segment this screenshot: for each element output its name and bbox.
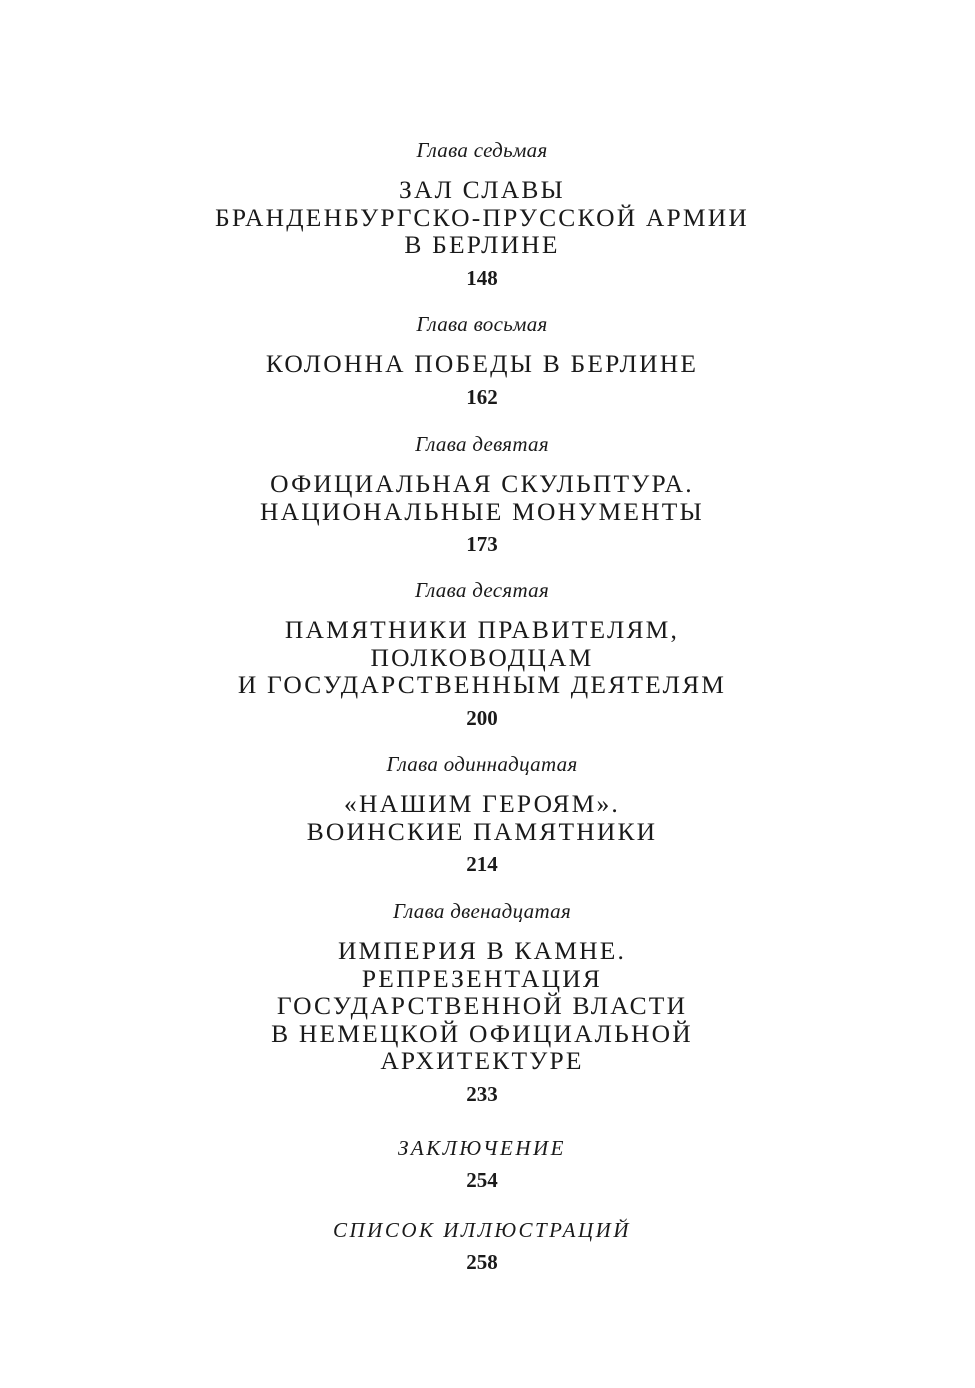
chapter-title-line: НАЦИОНАЛЬНЫЕ МОНУМЕНТЫ: [260, 496, 704, 526]
chapter-title-line: ЗАЛ СЛАВЫ: [399, 175, 565, 204]
chapter-label: Глава одиннадцатая: [386, 752, 578, 776]
chapter-label: Глава десятая: [414, 578, 550, 602]
toc-entry-illustrations[interactable]: [0, 1217, 964, 1275]
chapter-title-line: В БЕРЛИНЕ: [404, 230, 560, 259]
toc-entry-chapter-10[interactable]: [0, 577, 964, 731]
chapter-title-line: ИМПЕРИЯ В КАМНЕ.: [337, 936, 627, 965]
section-label: СПИСОК ИЛЛЮСТРАЦИЙ: [333, 1218, 631, 1242]
chapter-title-line: «НАШИМ ГЕРОЯМ».: [344, 789, 620, 818]
chapter-title: [0, 470, 964, 525]
page-number: 214: [466, 852, 498, 876]
chapter-title-line: ПАМЯТНИКИ ПРАВИТЕЛЯМ,: [284, 615, 680, 644]
chapter-label: Глава седьмая: [416, 138, 548, 162]
chapter-title: [0, 176, 964, 259]
chapter-title-line: БРАНДЕНБУРГСКО-ПРУССКОЙ АРМИИ: [215, 202, 749, 232]
chapter-title: [0, 350, 964, 378]
chapter-title-line: И ГОСУДАРСТВЕННЫМ ДЕЯТЕЛЯМ: [237, 670, 727, 699]
chapter-title-line: ГОСУДАРСТВЕННОЙ ВЛАСТИ: [276, 991, 688, 1020]
toc-entry-chapter-11[interactable]: [0, 751, 964, 877]
chapter-title-line: РЕПРЕЗЕНТАЦИЯ: [361, 963, 603, 993]
toc-entry-conclusion[interactable]: [0, 1135, 964, 1193]
chapter-title-line: ПОЛКОВОДЦАМ: [370, 642, 594, 672]
chapter-title-line: В НЕМЕЦКОЙ ОФИЦИАЛЬНОЙ: [271, 1018, 693, 1048]
toc-entry-chapter-9[interactable]: [0, 431, 964, 557]
page-number: 148: [466, 265, 498, 290]
toc-entry-chapter-7[interactable]: [0, 137, 964, 291]
page-number: 173: [466, 532, 498, 556]
page-number: 200: [466, 705, 498, 730]
page-number: 162: [466, 384, 498, 409]
toc-entry-chapter-8[interactable]: [0, 311, 964, 410]
chapter-title-line: КОЛОННА ПОБЕДЫ В БЕРЛИНЕ: [265, 349, 699, 378]
chapter-label: Глава двенадцатая: [392, 899, 572, 923]
chapter-label: Глава восьмая: [416, 312, 548, 336]
chapter-title-line: ОФИЦИАЛЬНАЯ СКУЛЬПТУРА.: [270, 469, 694, 498]
toc-entry-chapter-12[interactable]: [0, 898, 964, 1107]
chapter-title: [0, 790, 964, 845]
page-number: 254: [466, 1168, 498, 1192]
page-number: 233: [466, 1081, 498, 1106]
chapter-title: [0, 937, 964, 1075]
chapter-title-line: АРХИТЕКТУРЕ: [380, 1046, 584, 1075]
chapter-title-line: ВОИНСКИЕ ПАМЯТНИКИ: [306, 816, 658, 846]
chapter-label: Глава девятая: [415, 432, 549, 456]
chapter-title: [0, 616, 964, 699]
section-label: ЗАКЛЮЧЕНИЕ: [397, 1136, 566, 1160]
page-number: 258: [466, 1250, 498, 1274]
